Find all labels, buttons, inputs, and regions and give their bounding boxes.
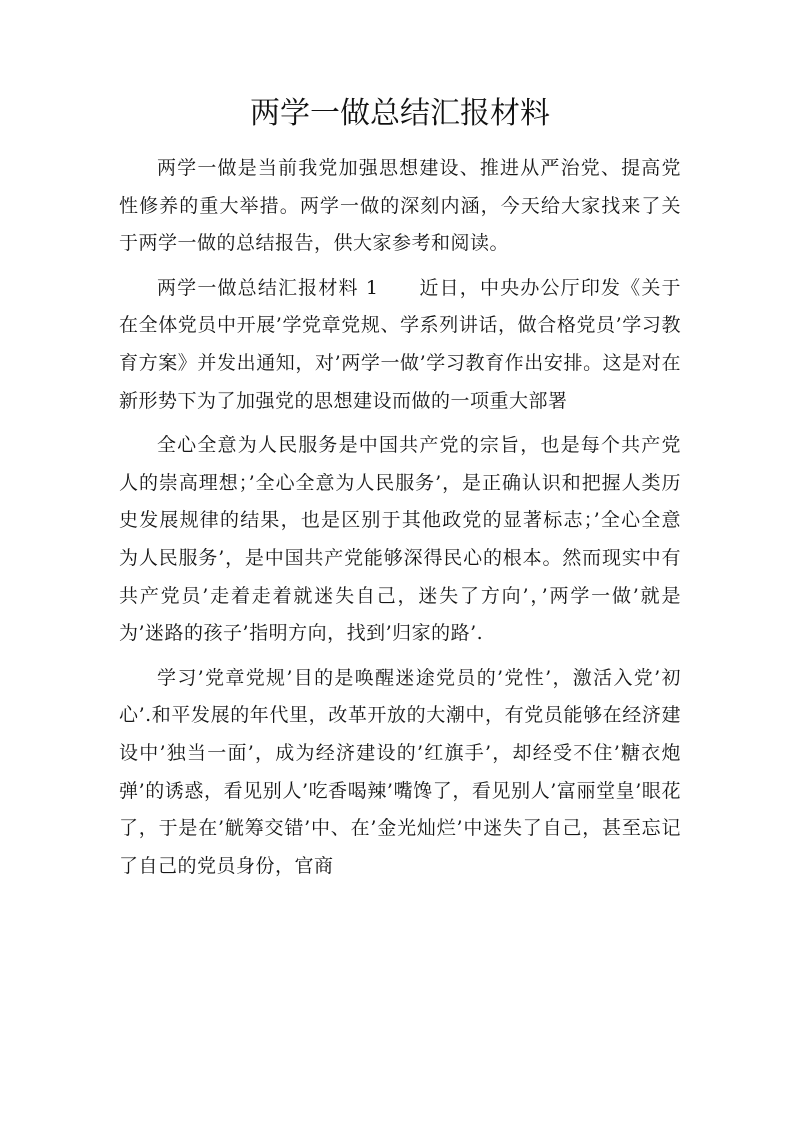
paragraph-material-1: 两学一做总结汇报材料 1 近日，中央办公厅印发《关于在全体党员中开展’学党章党规、学系列讲话，做合格党员’学习教育方案》并发出通知，对’两学一做’学习教育作出安排。这是对在新形势下为了加强党的思想建设而做的一项重大部署: [119, 276, 681, 412]
document-body: [119, 150, 681, 892]
paragraph-party-rules: 学习’党章党规’目的是唤醒迷途党员的’党性’，激活入党’初心’.和平发展的年代里，改革开放的大潮中，有党员能够在经济建设中’独当一面’，成为经济建设的’红旗手’，却经受不住’糖衣炮弹’的诱惑，看见别人’吃香喝辣’嘴馋了，看见别人’富丽堂皇’眼花了，于是在’觥筹交错’中、在’金光灿烂’中迷失了自己，甚至忘记了自己的党员身份，官商: [119, 666, 681, 877]
paragraph-serve-people: 全心全意为人民服务是中国共产党的宗旨，也是每个共产党人的崇高理想；’全心全意为人民服务’，是正确认识和把握人类历史发展规律的结果，也是区别于其他政党的显著标志；’全心全意为人民服务’，是中国共产党能够深得民心的根本。然而现实中有共产党员’走着走着就迷失自己，迷失了方向’，’两学一做’就是为’迷路的孩子’指明方向，找到’归家的路’.: [119, 434, 681, 645]
document-title: 两学一做总结汇报材料: [250, 96, 550, 131]
paragraph-intro: 两学一做是当前我党加强思想建设、推进从严治党、提高党性修养的重大举措。两学一做的深刻内涵，今天给大家找来了关于两学一做的总结报告，供大家参考和阅读。: [119, 157, 681, 255]
